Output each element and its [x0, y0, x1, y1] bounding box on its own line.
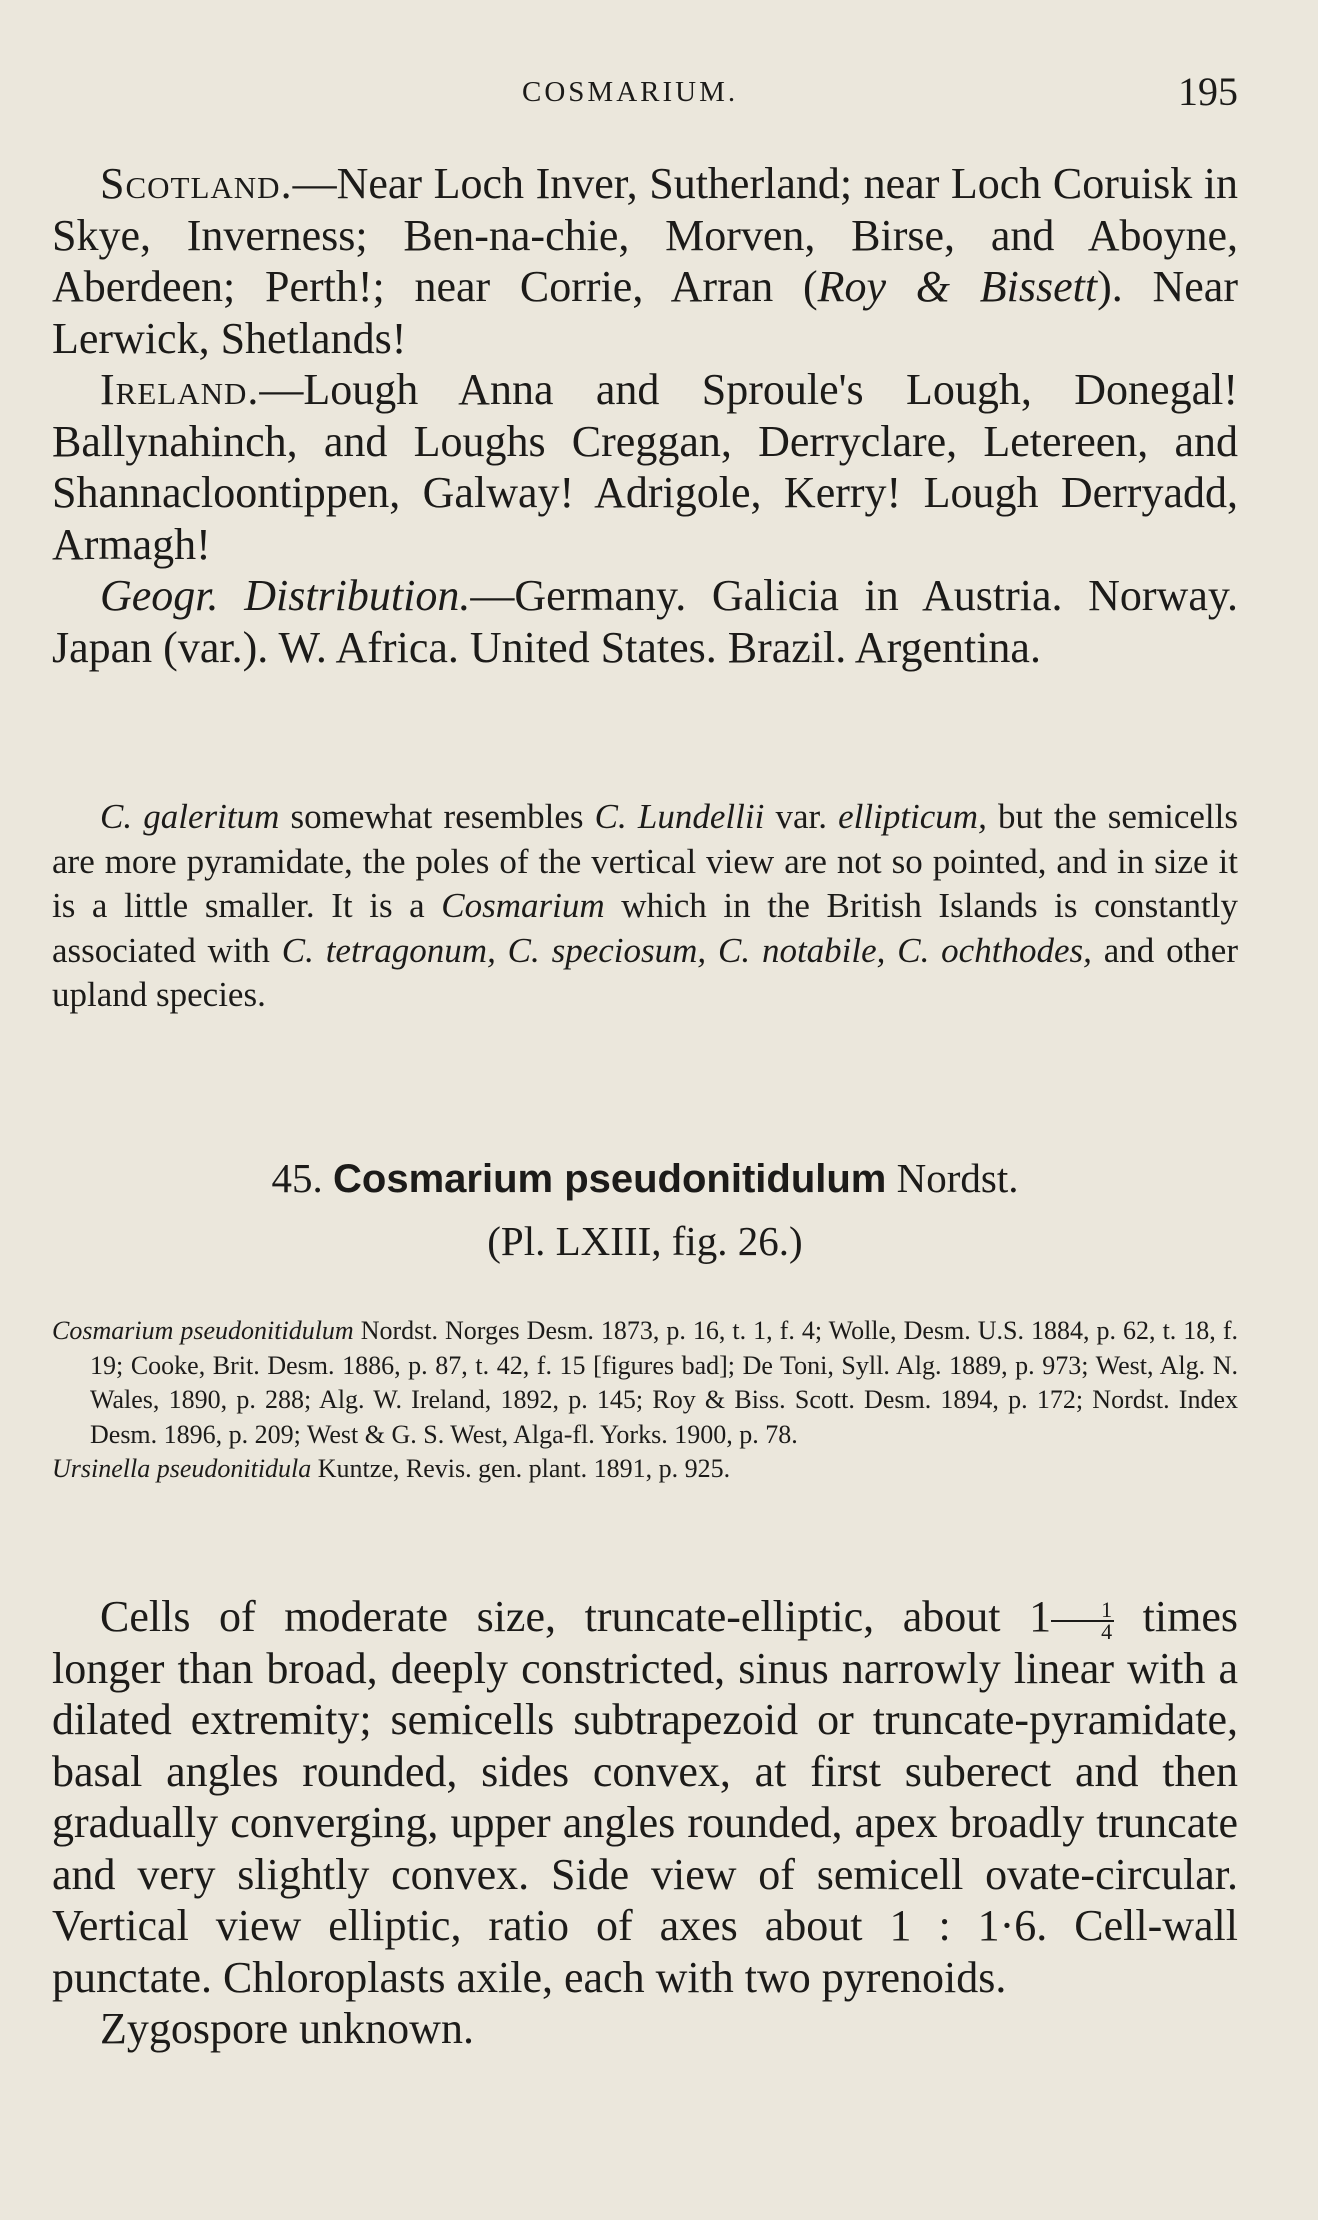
note-text: which in the British Islands is constantly associated with — [52, 886, 1238, 970]
note-taxon-lundellii: C. Lundellii — [594, 797, 765, 836]
note-taxon-galeritum: C. galeritum — [100, 797, 280, 836]
species-authority: Nordst. — [896, 1155, 1019, 1201]
synonymy-list — [52, 1314, 1238, 1487]
description-text-cont: times longer than broad, deeply constricted, sinus narrowly linear with a dilated extremity; semicells subtrapezoid or truncate-pyramidate, basal angles rounded, sides convex, at first suberect and then gradually converging, upper angles rounded, apex broadly truncate and very slightly convex. Side view of semicell ovate-circular. Vertical view elliptic, ratio of axes about 1 : 1·6. Cell-wall punctate. Chloroplasts axile, each with two pyrenoids. — [52, 1592, 1239, 2002]
description-paragraph — [52, 1591, 1238, 2003]
species-name: Cosmarium pseudonitidulum — [333, 1157, 887, 1201]
note-taxa-list: C. tetragonum, C. speciosum, C. notabile, C. ochthodes, — [281, 930, 1092, 970]
running-head — [52, 68, 1238, 118]
page-number: 195 — [1178, 69, 1238, 114]
synonym-name: Cosmarium pseudonitidulum — [52, 1316, 354, 1345]
note-text: somewhat resembles — [279, 797, 595, 836]
note-taxon-cosmarium: Cosmarium — [441, 886, 605, 925]
geographic-label: Geogr. Distribution. — [100, 571, 471, 620]
scotland-authors: Roy & Bissett — [817, 262, 1098, 311]
synonymy-entry — [52, 1452, 1238, 1487]
synonym-name: Ursinella pseudonitidula — [52, 1454, 312, 1483]
running-title: COSMARIUM. — [522, 76, 739, 108]
fraction-quarter — [1051, 1596, 1114, 1644]
ireland-paragraph — [52, 364, 1238, 570]
note-text: but the semicells are more pyramidate, the poles of the vertical view are not so pointed, and in size it is a little smaller. It is a — [52, 797, 1238, 925]
ireland-label: Ireland. — [100, 365, 260, 414]
note-text: var. — [764, 797, 839, 836]
species-header — [52, 1150, 1238, 1269]
scotland-text: —Near Loch Inver, Sutherland; near Loch Coruisk in Skye, Inverness; Ben-na-chie, Morven, Birse, and Aboyne, Aberdeen; Perth!; near Corrie, Arran ( — [52, 159, 1238, 311]
description-section — [52, 1591, 1238, 2055]
ireland-text: —Lough Anna and Sproule's Lough, Donegal! Ballynahinch, and Loughs Creggan, Derryclare, Letereen, and Shannacloontippen, Galway! Adrigole, Kerry! Lough Derryadd, Armagh! — [52, 365, 1238, 569]
synonym-citations: Kuntze, Revis. gen. plant. 1891, p. 925. — [311, 1454, 731, 1483]
distribution-section — [52, 158, 1238, 673]
book-page — [52, 0, 1238, 2220]
plate-reference: (Pl. LXIII, fig. 26.) — [487, 1218, 803, 1264]
zygospore-note: Zygospore unknown. — [100, 2004, 474, 2053]
note-paragraph — [52, 795, 1238, 1018]
synonymy-entry — [52, 1314, 1238, 1452]
comparison-note — [52, 795, 1238, 1018]
description-text: Cells of moderate size, truncate-elliptic, about 1 — [100, 1592, 1052, 1641]
scotland-label: Scotland. — [100, 159, 293, 208]
note-text: and other upland species. — [52, 930, 1238, 1014]
scotland-text-end: ). Near Lerwick, Shetlands! — [52, 262, 1238, 363]
note-taxon-ellipticum: ellipticum, — [838, 797, 987, 836]
scotland-paragraph — [52, 158, 1238, 364]
synonym-citations: Nordst. Norges Desm. 1873, p. 16, t. 1, f. 4; Wolle, Desm. U.S. 1884, p. 62, t. 18, f. 19; Cooke, Brit. Desm. 1886, p. 87, t. 42, f. 15 [figures bad]; De Toni, Syll. Alg. 1889, p. 973; West, Alg. N. Wales, 1890, p. 288; Alg. W. Ireland, 1892, p. 145; Roy & Biss. Scott. Desm. 1894, p. 172; Nordst. Index Desm. 1896, p. 209; West & G. S. West, Alga-fl. Yorks. 1900, p. 78. — [90, 1316, 1238, 1449]
geographic-paragraph — [52, 570, 1238, 673]
fraction-numerator: 1 — [1051, 1600, 1114, 1622]
species-heading — [52, 1150, 1238, 1207]
geographic-text: —Germany. Galicia in Austria. Norway. Japan (var.). W. Africa. United States. Brazil. Argentina. — [52, 571, 1238, 672]
species-number: 45. — [271, 1155, 323, 1201]
fraction-denominator: 4 — [1101, 1618, 1113, 1644]
